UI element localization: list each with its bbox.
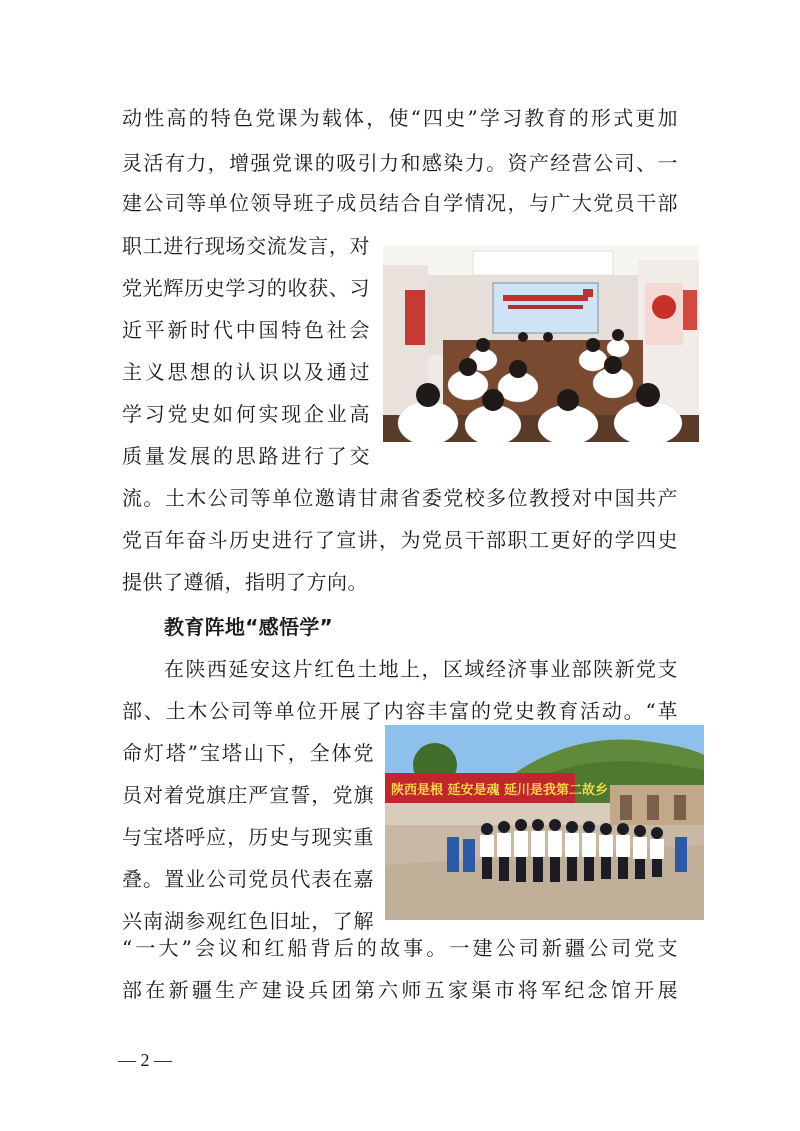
- paragraph-line: 流。土木公司等单位邀请甘肃省委党校多位教授对中国共产: [122, 486, 678, 510]
- paragraph-line: 学习党史如何实现企业高: [122, 402, 370, 426]
- paragraph-line: 部在新疆生产建设兵团第六师五家渠市将军纪念馆开展: [122, 978, 678, 1002]
- paragraph-line: 叠。置业公司党员代表在嘉: [122, 867, 374, 891]
- meeting-room-illustration: [383, 245, 699, 442]
- group-photo-illustration: [385, 725, 704, 920]
- paragraph-line: 近平新时代中国特色社会: [122, 318, 370, 342]
- paragraph-line: 主义思想的认识以及通过: [122, 360, 370, 384]
- paragraph-line: 提供了遵循，指明了方向。: [122, 570, 368, 594]
- paragraph-line: 命灯塔”宝塔山下，全体党: [122, 741, 374, 765]
- page-number: — 2 —: [118, 1050, 172, 1070]
- paragraph-line: 在陕西延安这片红色土地上，区域经济事业部陕新党支: [164, 657, 678, 681]
- meeting-room-photo: [383, 245, 699, 442]
- banner-text: 陕西是根 延安是魂 延川是我第二故乡: [391, 783, 609, 798]
- paragraph-line: 党百年奋斗历史进行了宣讲，为党员干部职工更好的学四史: [122, 528, 678, 552]
- paragraph-line: 员对着党旗庄严宣誓，党旗: [122, 783, 374, 807]
- paragraph-line: 灵活有力，增强党课的吸引力和感染力。资产经营公司、一: [122, 151, 678, 175]
- paragraph-line: 建公司等单位领导班子成员结合自学情况，与广大党员干部: [122, 191, 678, 215]
- section-heading: 教育阵地“感悟学”: [164, 615, 333, 639]
- paragraph-line: “一大”会议和红船背后的故事。一建公司新疆公司党支: [122, 936, 678, 960]
- paragraph-line: 与宝塔呼应，历史与现实重: [122, 825, 374, 849]
- paragraph-line: 职工进行现场交流发言，对: [122, 234, 370, 258]
- paragraph-line: 质量发展的思路进行了交: [122, 444, 370, 468]
- paragraph-line: 兴南湖参观红色旧址，了解: [122, 909, 374, 933]
- paragraph-line: 部、土木公司等单位开展了内容丰富的党史教育活动。“革: [122, 699, 678, 723]
- group-photo: [385, 725, 704, 920]
- paragraph-line: 党光辉历史学习的收获、习: [122, 276, 370, 300]
- paragraph-line: 动性高的特色党课为载体，使“四史”学习教育的形式更加: [122, 106, 678, 130]
